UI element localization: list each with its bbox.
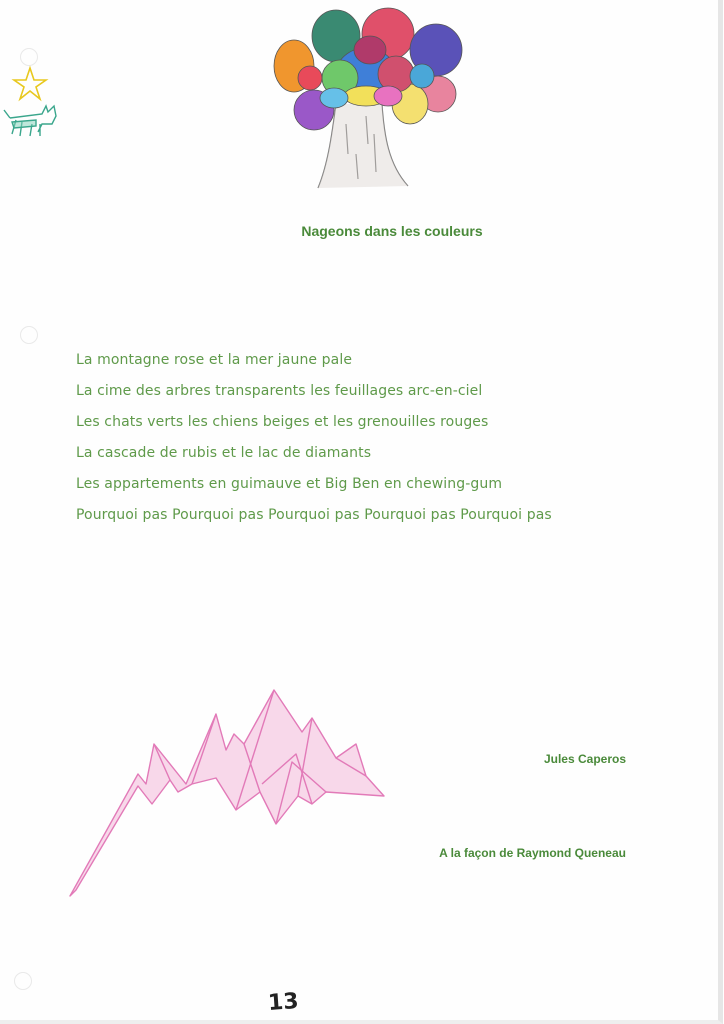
poem-line: Pourquoi pas Pourquoi pas Pourquoi pas Pourquoi pas Pourquoi pas [76,507,552,523]
cat-icon [4,106,56,136]
author-name: Jules Caperos [543,752,626,766]
poem-line: Les appartements en guimauve et Big Ben en chewing-gum [76,476,503,492]
star-and-cat-drawing [2,60,72,150]
credit-line: A la façon de Raymond Queneau [439,846,626,860]
poem-line: La montagne rose et la mer jaune pale [76,352,353,368]
colorful-tree-drawing [270,4,470,194]
binder-hole-middle [20,326,38,344]
pink-mountains-drawing [66,684,396,904]
poem [76,345,552,531]
page-number: 13 [267,988,300,1017]
binder-hole-bottom [14,972,32,990]
page-title: Nageons dans les couleurs [301,223,483,239]
poem-line: Les chats verts les chiens beiges et les grenouilles rouges [76,414,489,430]
poem-line: La cascade de rubis et le lac de diamants [76,445,372,461]
poem-line: La cime des arbres transparents les feuillages arc-en-ciel [76,383,483,399]
star-icon [14,68,46,99]
